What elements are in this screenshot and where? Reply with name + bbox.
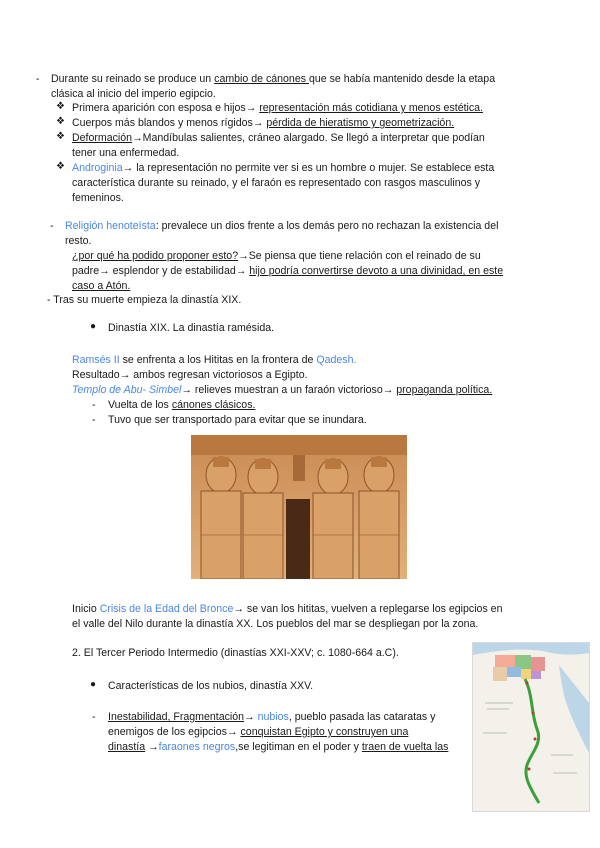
list-dash: - [92,711,96,723]
abu-simbel-photo [191,435,407,579]
paragraph-reign-line2: clásica al inicio del imperio egipcio. [51,88,216,100]
templo-line: Templo de Abu- Simbel→ relieves muestran a un faraón victorioso→ propaganda política. [72,384,493,396]
list-dash: - [50,220,54,232]
bullet-androginia-line3: femeninos. [72,192,124,204]
bullet-cuerpos: Cuerpos más blandos y menos rígidos→ pérdida de hieratismo y geometrización. [72,117,455,129]
nubios-line3: dinastía →faraones negros,se legitiman en el poder y traen de vuelta las [108,741,449,753]
explanation-line2: caso a Atón. [72,280,131,292]
list-dash: - [92,414,96,426]
question-line: ¿por qué ha podido proponer esto?→Se piensa que tiene relación con el reinado de su [72,250,481,262]
diamond-bullet-icon: ❖ [56,131,65,142]
crisis-line: Inicio Crisis de la Edad del Bronce→ se van los hititas, vuelven a replegarse los egipcios en [72,603,503,615]
nubios-line1: Inestabilidad, Fragmentación→ nubios, pueblo pasada las cataratas y [108,711,436,723]
bullet-deformacion: Deformación→Mandíbulas salientes, cráneo alargado. Se llegó a interpretar que podían [72,132,485,144]
paragraph-henoteismo: Religión henoteísta: prevalece un dios frente a los demás pero no rechazan la existencia del [65,220,499,232]
tras-su-muerte: - Tras su muerte empieza la dinastía XIX. [47,294,242,306]
tercer-periodo-heading: 2. El Tercer Periodo Intermedio (dinastías XXI-XXV; c. 1080-664 a.C). [72,647,399,659]
resultado-line: Resultado→ ambos regresan victoriosos a Egipto. [72,369,308,381]
bullet-androginia-line2: característica durante su reinado, y el faraón es representado con rasgos masculinos y [72,177,481,189]
bullet-deformacion-line2: tener una enfermedad. [72,147,180,159]
round-bullet-icon: ● [90,321,97,332]
dinastia-xix-item: Dinastía XIX. La dinastía ramésida. [108,322,275,334]
nubios-line2: enemigos de los egipcios→ conquistan Egipto y construyen una [108,726,409,738]
explanation-line: padre→ esplendor y de estabilidad→ hijo podría convertirse devoto a una divinidad, en este [72,265,504,277]
round-bullet-icon: ● [90,679,97,690]
ramses-line: Ramsés II se enfrenta a los Hititas en la frontera de Qadesh. [72,354,357,366]
nubios-title: Características de los nubios, dinastía XXV. [108,680,314,692]
egypt-map [472,642,590,812]
paragraph-henoteismo-line2: resto. [65,235,92,247]
list-dash: - [36,73,40,85]
transportado-item: Tuvo que ser transportado para evitar que se inundara. [108,414,367,426]
canones-item: Vuelta de los cánones clásicos. [108,399,256,411]
bullet-androginia: Androginia→ la representación no permite ver si es un hombre o mujer. Se establece esta [72,162,495,174]
diamond-bullet-icon: ❖ [56,101,65,112]
bullet-esposa-hijos: Primera aparición con esposa e hijos→ representación más cotidiana y menos estética. [72,102,484,114]
diamond-bullet-icon: ❖ [56,161,65,172]
paragraph-reign: Durante su reinado se produce un cambio de cánones que se había mantenido desde la etapa [51,73,496,85]
diamond-bullet-icon: ❖ [56,116,65,127]
list-dash: - [92,399,96,411]
crisis-line2: el valle del Nilo durante la dinastía XX. Los pueblos del mar se despliegan por la zona. [72,618,479,630]
